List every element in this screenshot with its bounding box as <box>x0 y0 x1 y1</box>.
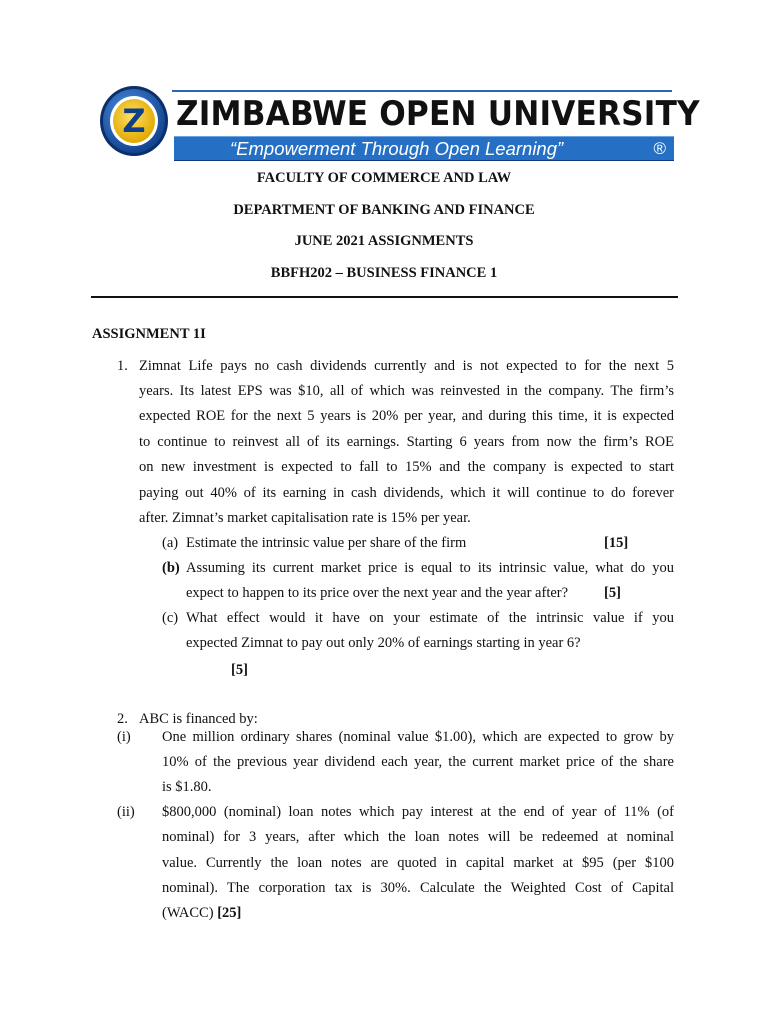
item-label-i: (i) <box>117 729 131 745</box>
marks-c: [5] <box>231 662 248 678</box>
item-ii-text-line: nominal). The corporation tax is 30%. Calculate the Weighted Cost of Capital <box>162 880 674 896</box>
question-text-line: years. Its latest EPS was $10, all of which was reinvested in the company. The firm’s <box>139 383 674 399</box>
marks-b: [5] <box>604 585 621 601</box>
question-intro: ABC is financed by: <box>139 711 258 727</box>
question-number: 1. <box>117 358 128 374</box>
subquestion-c-text-line: What effect would it have on your estimate of the intrinsic value if you <box>186 610 674 626</box>
item-ii-text-line: $800,000 (nominal) loan notes which pay interest at the end of year of 11% (of <box>162 804 674 820</box>
registered-mark: ® <box>653 139 666 158</box>
item-i-text-line: One million ordinary shares (nominal value $1.00), which are expected to grow by <box>162 729 674 745</box>
subquestion-label-c: (c) <box>162 610 179 626</box>
question-text-line: expected ROE for the next 5 years is 20% per year, and during this time, it is expected <box>139 408 674 424</box>
marks-q2: [25] <box>217 905 242 921</box>
item-ii-text-line: value. Currently the loan notes are quoted in capital market at $95 (per $100 <box>162 855 674 871</box>
university-logo <box>98 84 700 164</box>
assignment-title: ASSIGNMENT 1I <box>92 326 206 342</box>
course-heading: BBFH202 – BUSINESS FINANCE 1 <box>270 265 498 281</box>
item-i-text-line: 10% of the previous year dividend each year, the current market price of the share <box>162 754 674 770</box>
department-heading: DEPARTMENT OF BANKING AND FINANCE <box>233 202 535 218</box>
item-ii-last-text: (WACC) <box>162 905 214 921</box>
subquestion-c-text-line: expected Zimnat to pay out only 20% of earnings starting in year 6? <box>186 635 581 651</box>
question-text-line: on new investment is expected to fall to 15% and the company is expected to start <box>139 459 674 475</box>
item-i-text-line: is $1.80. <box>162 779 212 795</box>
question-text-line: paying out 40% of its earning in cash dividends, which it will continue to do forever <box>139 485 674 501</box>
question-text-line: to continue to reinvest all of its earnings. Starting 6 years from now the firm’s ROE <box>139 434 674 450</box>
question-number: 2. <box>117 711 128 727</box>
session-heading: JUNE 2021 ASSIGNMENTS <box>294 233 474 249</box>
question-text-line: after. Zimnat’s market capitalisation rate is 15% per year. <box>139 510 471 526</box>
subquestion-b-text-line: Assuming its current market price is equal to its intrinsic value, what do you <box>186 560 674 576</box>
subquestion-b-text-line: expect to happen to its price over the next year and the year after? <box>186 585 569 601</box>
subquestion-label-a: (a) <box>162 535 179 551</box>
marks-a: [15] <box>604 535 629 551</box>
university-name: ZIMBABWE OPEN UNIVERSITY <box>176 94 700 133</box>
item-ii-text-line <box>162 905 241 922</box>
zou-emblem-icon <box>98 84 170 158</box>
header-divider <box>91 296 678 298</box>
item-label-ii: (ii) <box>117 804 135 820</box>
tagline-band <box>174 136 674 161</box>
question-text-line: Zimnat Life pays no cash dividends currently and is not expected to for the next 5 <box>139 358 674 374</box>
emblem-letter: Z <box>122 102 146 140</box>
subquestion-a-text: Estimate the intrinsic value per share of the firm <box>186 535 467 551</box>
faculty-heading: FACULTY OF COMMERCE AND LAW <box>256 170 512 186</box>
item-ii-text-line: nominal) for 3 years, after which the loan notes will be redeemed at nominal <box>162 829 674 845</box>
subquestion-label-b: (b) <box>162 560 180 576</box>
tagline: “Empowerment Through Open Learning” <box>230 138 564 159</box>
